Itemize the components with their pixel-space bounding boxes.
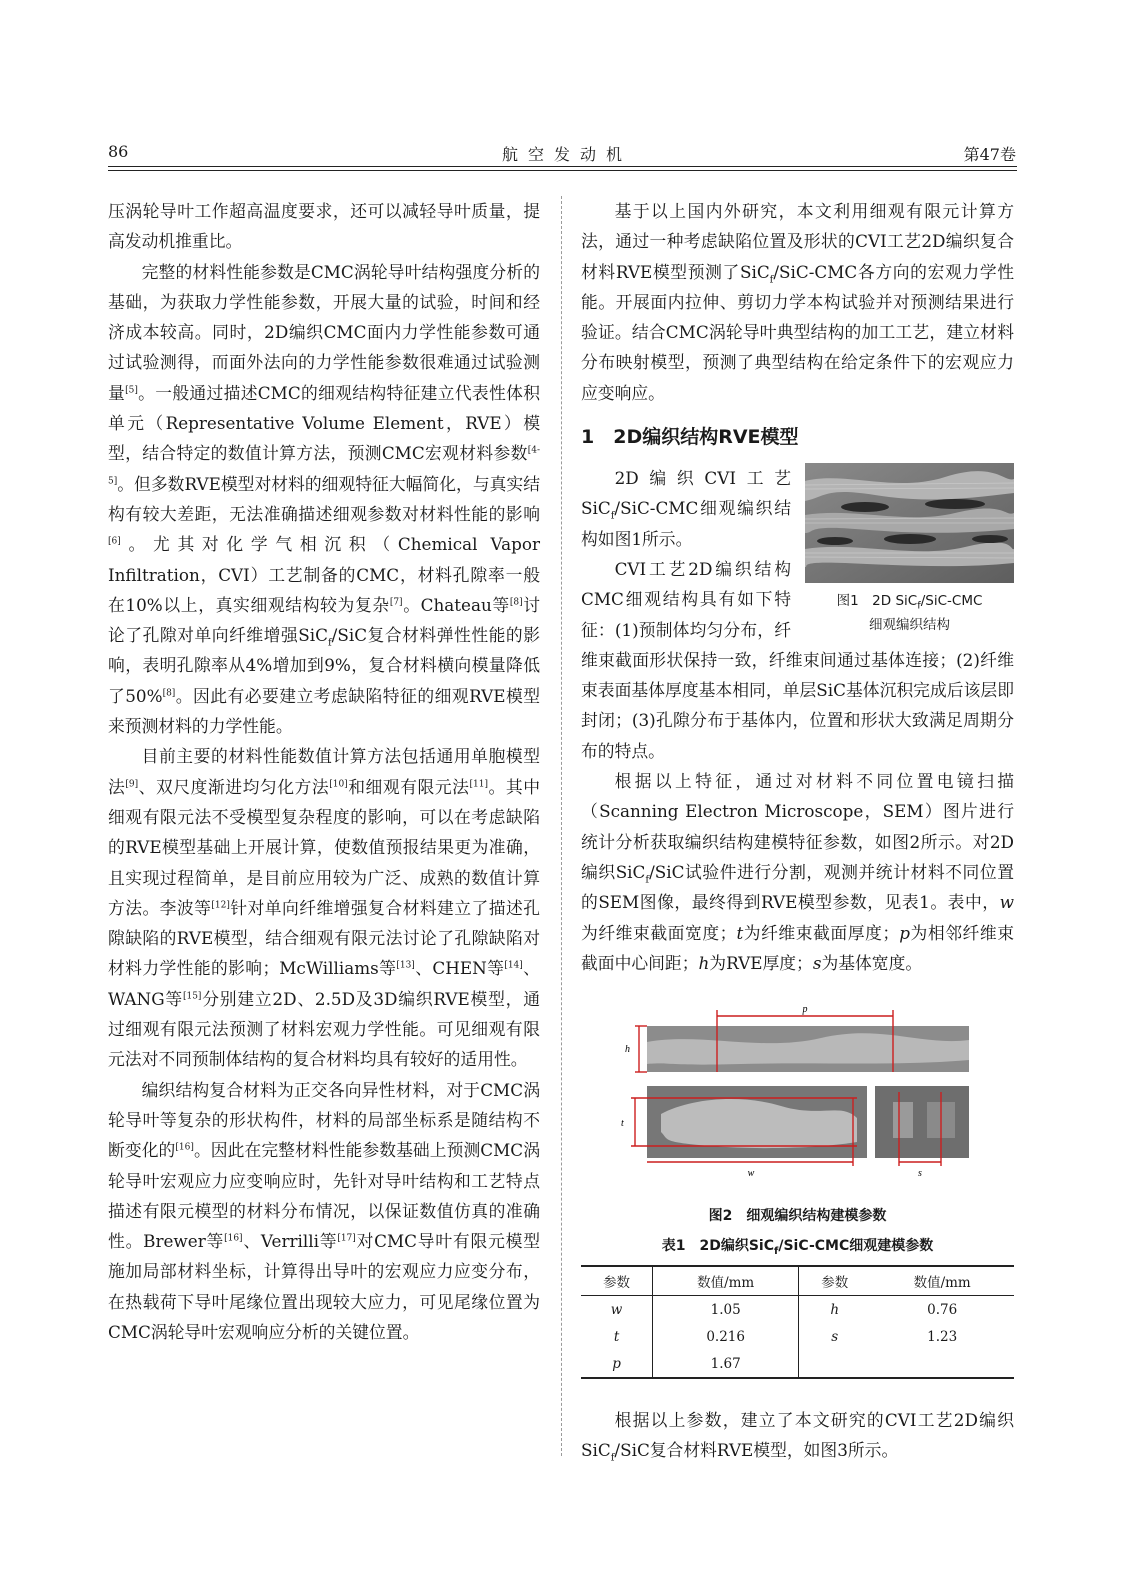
column-divider bbox=[561, 196, 562, 1456]
right-paragraph-5: 根据以上参数，建立了本文研究的CVI工艺2D编织SiC$_f$/SiC复合材料RVE模型，如图3所示。 bbox=[581, 1410, 1014, 1464]
table-row bbox=[581, 1323, 1014, 1350]
table-cell: 0.216 bbox=[653, 1323, 799, 1350]
label-w: w bbox=[747, 1168, 755, 1180]
figure-1 bbox=[805, 463, 1014, 637]
label-t: t bbox=[621, 1118, 624, 1130]
table-header: 数值/mm bbox=[653, 1266, 799, 1296]
parameter-table bbox=[581, 1265, 1014, 1379]
table-header-row bbox=[581, 1266, 1014, 1296]
figure-1-caption: 图1 2D SiC$_f$/SiC-CMC 细观编织结构 bbox=[836, 593, 983, 634]
right-paragraph-1: 基于以上国内外研究，本文利用细观有限元计算方法，通过一种考虑缺陷位置及形状的CVI工艺2D编织复合材料RVE模型预测了SiC$_f$/SiC-CMC各方向的宏观力学性能。开展面内拉伸、剪切力学本构试验并对预测结果进行验证。结合CMC涡轮导叶典型结构的加工工艺，建立材料分布映射模型，预测了典型结构在给定条件下的宏观应力应变响应。 bbox=[581, 201, 1015, 403]
table-cell: 0.76 bbox=[927, 1301, 958, 1318]
table-row bbox=[581, 1350, 1014, 1378]
journal-title: 航空发动机 bbox=[501, 145, 632, 164]
left-paragraph-2: 完整的材料性能参数是CMC涡轮导叶结构强度分析的基础，为获取力学性能参数，开展大量的试验，时间和经济成本较高。同时，2D编织CMC面内力学性能参数可通过试验测得，而面外法向的力学性能参数很难通过试验测量[5]。一般通过描述CMC的细观结构特征建立代表性体积单元（Representative Volume Element，RVE）模型，结合特定的数值计算方法，预测CMC宏观材料参数[4-5]。但多数RVE模型对材料的细观特征大幅简化，与真实结构有较大差距，无法准确描述细观参数对材料性能的影响[6]。尤其对化学气相沉积（Chemical Vapor Infiltration，CVI）工艺制备的CMC，材料孔隙率一般在10%以上，真实细观结构较为复杂[7]。Chateau等[8]讨论了孔隙对单向纤维增强SiC$_f$/SiC复合材料弹性性能的影响，表明孔隙率从4%增加到9%，复合材料横向模量降低了50%[8]。因此有必要建立考虑缺陷特征的细观RVE模型来预测材料的力学性能。 bbox=[108, 261, 540, 737]
volume-label: 第47卷 bbox=[963, 145, 1016, 164]
table-header: 参数 bbox=[799, 1266, 871, 1296]
table-1-caption: 表1 2D编织SiC$_f$/SiC-CMC细观建模参数 bbox=[661, 1238, 934, 1257]
table-cell bbox=[799, 1350, 871, 1378]
right-paragraph-2: 2D编织CVI工艺SiC$_f$/SiC-CMC细观编织结构如图1所示。 bbox=[581, 468, 791, 549]
table-cell: h bbox=[830, 1301, 840, 1318]
left-paragraph-1: 压涡轮导叶工作超高温度要求，还可以减轻导叶质量，提高发动机推重比。 bbox=[108, 201, 540, 252]
table-cell: w bbox=[610, 1301, 623, 1318]
table-cell: p bbox=[581, 1350, 653, 1378]
label-h: h bbox=[625, 1044, 630, 1056]
left-column bbox=[108, 196, 540, 1347]
sem-woven-structure-image bbox=[805, 463, 1014, 583]
page-number: 86 bbox=[108, 142, 129, 161]
table-header: 数值/mm bbox=[870, 1266, 1014, 1296]
table-cell: t bbox=[613, 1328, 620, 1345]
sem-modeling-parameters-image bbox=[621, 1002, 981, 1182]
table-cell bbox=[870, 1350, 1014, 1378]
table-cell: 1.67 bbox=[653, 1350, 799, 1378]
table-cell: 1.05 bbox=[653, 1296, 799, 1324]
section-heading: 1 2D编织结构RVE模型 bbox=[581, 426, 799, 449]
header-rule-bottom bbox=[108, 170, 1017, 171]
right-column bbox=[581, 196, 1014, 1466]
label-s: s bbox=[918, 1168, 922, 1180]
label-p: p bbox=[802, 1004, 808, 1016]
left-paragraph-4: 编织结构复合材料为正交各向异性材料，对于CMC涡轮导叶等复杂的形状构件，材料的局部坐标系是随结构不断变化的[16]。因此在完整材料性能参数基础上预测CMC涡轮导叶宏观应力应变响应时，先针对导叶结构和工艺特点描述有限元模型的材料分布情况，以保证数值仿真的准确性。Brewer等[16]、Verrilli等[17]对CMC导叶有限元模型施加局部材料坐标，计算得出导叶的宏观应力应变分布，在热载荷下导叶尾缘位置出现较大应力，可见尾缘位置为CMC涡轮导叶宏观响应分析的关键位置。 bbox=[108, 1079, 540, 1342]
right-paragraph-4: 根据以上特征，通过对材料不同位置电镜扫描（Scanning Electron Microscope，SEM）图片进行统计分析获取编织结构建模特征参数，如图2所示。对2D编织SiC$_f$/SiC试验件进行分割，观测并统计材料不同位置的SEM图像，最终得到RVE模型参数，见表1。表中，w为纤维束截面宽度；t为纤维束截面厚度；p为相邻纤维束截面中心间距；h为RVE厚度；s为基体宽度。 bbox=[581, 771, 1014, 973]
header-rule-top bbox=[108, 166, 1017, 167]
table-header: 参数 bbox=[581, 1266, 653, 1296]
table-cell: 1.23 bbox=[927, 1328, 958, 1345]
figure-2 bbox=[581, 1002, 1014, 1197]
table-cell: s bbox=[831, 1328, 839, 1345]
left-paragraph-3: 目前主要的材料性能数值计算方法包括通用单胞模型法[9]、双尺度渐进均匀化方法[10]和细观有限元法[11]。其中细观有限元法不受模型复杂程度的影响，可以在考虑缺陷的RVE模型基础上开展计算，使数值预报结果更为准确，且实现过程简单，是目前应用较为广泛、成熟的数值计算方法。李波等[12]针对单向纤维增强复合材料建立了描述孔隙缺陷的RVE模型，结合细观有限元法讨论了孔隙缺陷对材料力学性能的影响；McWilliams等[13]、CHEN等[14]、WANG等[15]分别建立2D、2.5D及3D编织RVE模型，通过细观有限元法预测了材料宏观力学性能。可见细观有限元法对不同预制体结构的复合材料均具有较好的适用性。 bbox=[108, 746, 540, 1070]
figure-2-caption: 图2 细观编织结构建模参数 bbox=[708, 1208, 887, 1225]
table-row bbox=[581, 1296, 1014, 1324]
right-paragraph-3: CVI工艺2D编织结构CMC细观结构具有如下特征：(1)预制体均匀分布，纤维束截面形状保持一致，纤维束间通过基体连接；(2)纤维束表面基体厚度基本相同，单层SiC基体沉积完成后该层即封闭；(3)孔隙分布于基体内，位置和形状大致满足周期分布的特点。 bbox=[581, 558, 1014, 761]
